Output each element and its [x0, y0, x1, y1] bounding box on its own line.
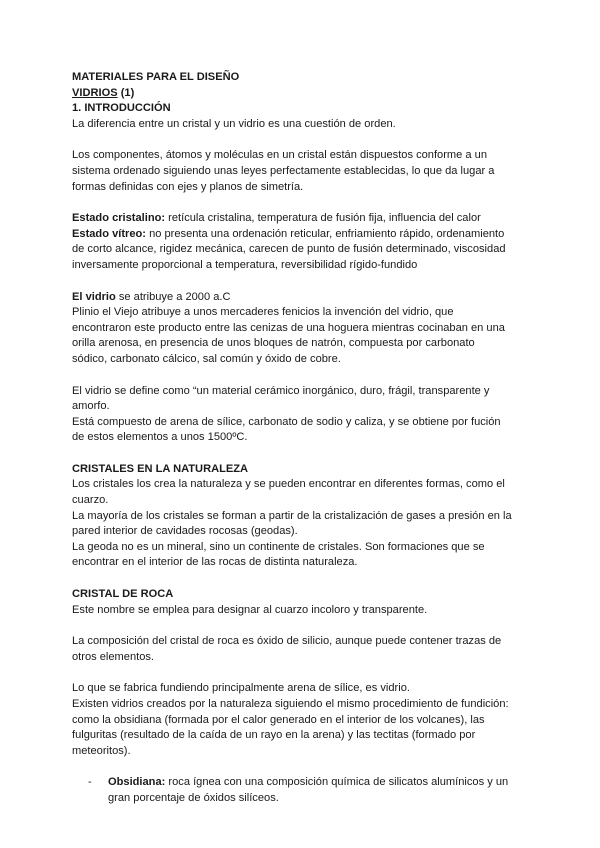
paragraph-estado-vitreo: [72, 227, 512, 274]
paragraph-naturaleza-2: La mayoría de los cristales se forman a partir de la cristalización de gases a presión en la pared interior de cavidades rocosas (geodas).: [72, 509, 512, 538]
paragraph-roca-2: La composición del cristal de roca es óxido de silicio, aunque puede contener trazas de otros elementos.: [72, 635, 502, 663]
estado-cristalino-text: retícula cristalina, temperatura de fusión fija, influencia del calor: [165, 212, 481, 225]
paragraph-existen: Existen vidrios creados por la naturaleza siguiendo el mismo procedimiento de fundición: como la obsidiana (formada por el calor generado en el interior de los volcanes), las fulguritas (resultado de la caída de un rayo en la arena) y las tectitas (formado por meteoritos).: [72, 698, 509, 757]
obsidiana-text: roca ígnea con una composición química de silicatos alumínicos y un gran porcentaje de óxidos silíceos.: [108, 776, 509, 804]
subtitle-main: VIDRIOS: [72, 86, 118, 99]
paragraph-naturaleza-3: La geoda no es un mineral, sino un continente de cristales. Son formaciones que se encontrar en el interior de las rocas de distinta naturaleza.: [72, 540, 485, 569]
section-heading-cristales-naturaleza: CRISTALES EN LA NATURALEZA: [72, 462, 249, 475]
paragraph-plinio: Plinio el Viejo atribuye a unos mercaderes fenicios la invención del vidrio, que encontraron este producto entre las cenizas de una hoguera mientras cocinaban en una orilla arenosa, en presencia de unos bloques de natrón, compuesta por carbonato sódico, carbonato cálcico, sal común y óxido de cobre.: [72, 306, 505, 365]
paragraph-roca-1: Este nombre se emplea para designar al cuarzo incoloro y transparente.: [72, 603, 428, 616]
paragraph-componentes: Los componentes, átomos y moléculas en un cristal están dispuestos conforme a un sistema ordenado siguiendo unas leyes perfectamente establecidas, lo que da lugar a formas definidas con ejes y planos de simetría.: [72, 149, 495, 193]
estado-vitreo-label: Estado vítreo:: [72, 227, 146, 240]
bullet-dash: -: [88, 776, 92, 789]
paragraph-fabrica: Lo que se fabrica fundiendo principalmente arena de sílice, es vidrio.: [72, 682, 410, 695]
document-subtitle: [72, 86, 512, 102]
estado-cristalino-label: Estado cristalino:: [72, 212, 166, 225]
list-item-obsidiana: [88, 775, 512, 806]
subtitle-suffix: (1): [117, 86, 135, 99]
section-heading-introduccion: 1. INTRODUCCIÓN: [72, 102, 171, 115]
section-heading-cristal-roca: CRISTAL DE ROCA: [72, 588, 174, 601]
paragraph-compuesto: Está compuesto de arena de sílice, carbonato de sodio y caliza, y se obtiene por fución de estos elementos a unos 1500ºC.: [72, 415, 501, 444]
paragraph-diferencia: La diferencia entre un cristal y un vidrio es una cuestión de orden.: [72, 117, 396, 130]
estado-vitreo-text: no presenta una ordenación reticular, enfriamiento rápido, ordenamiento de corto alcance, rigidez mecánica, carecen de punto de fusión determinado, viscosidad inversamente proporcional a temperatura, reversibilidad rígido-fundido: [72, 227, 506, 271]
paragraph-naturaleza-1: Los cristales los crea la naturaleza y se pueden encontrar en diferentes formas, como el cuarzo.: [72, 478, 505, 507]
obsidiana-text-block: [108, 775, 512, 806]
paragraph-el-vidrio: [72, 290, 512, 306]
paragraph-define: El vidrio se define como “un material cerámico inorgánico, duro, frágil, transparente y amorfo.: [72, 384, 490, 413]
vidrio-text: se atribuye a 2000 a.C: [115, 290, 231, 303]
document-title: MATERIALES PARA EL DISEÑO: [72, 71, 240, 83]
vidrio-label: El vidrio: [72, 290, 116, 303]
paragraph-estado-cristalino: [72, 211, 512, 227]
obsidiana-label: Obsidiana:: [108, 776, 166, 789]
